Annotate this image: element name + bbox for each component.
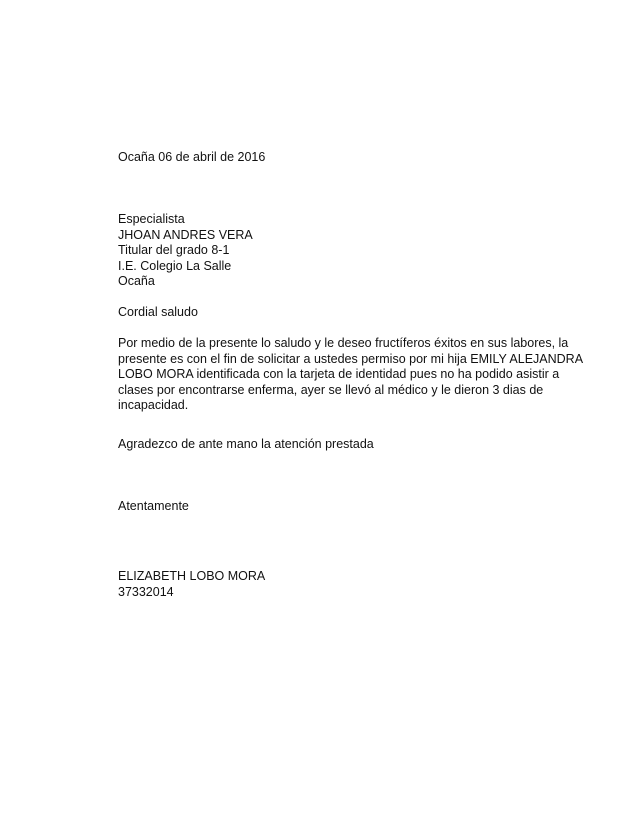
body-line: clases por encontrarse enferma, ayer se llevó al médico y le dieron 3 dias de — [118, 382, 544, 397]
body-line: incapacidad. — [118, 398, 189, 412]
body-line: Por medio de la presente lo saludo y le deseo fructíferos éxitos en sus labores, la — [118, 336, 569, 350]
letter-body — [118, 336, 584, 414]
addressee-name: JHOAN ANDRES VERA — [118, 227, 253, 242]
signature-id: 37332014 — [118, 584, 174, 599]
thanks-text: Agradezco de ante mano la atención prestada — [118, 437, 374, 451]
thanks-block — [118, 437, 558, 453]
letter-date-block — [118, 150, 558, 166]
signature-name: ELIZABETH LOBO MORA — [118, 569, 266, 583]
signature-block — [118, 569, 558, 600]
greeting-text: Cordial saludo — [118, 305, 198, 319]
letter-date: Ocaña 06 de abril de 2016 — [118, 150, 266, 164]
closing-text: Atentamente — [118, 499, 189, 513]
greeting-block — [118, 305, 558, 321]
addressee-institution: I.E. Colegio La Salle — [118, 258, 232, 273]
closing-block — [118, 499, 558, 515]
body-line: LOBO MORA identificada con la tarjeta de identidad pues no ha podido asistir a — [118, 367, 560, 381]
addressee-title: Especialista — [118, 212, 185, 226]
addressee-role: Titular del grado 8-1 — [118, 243, 230, 257]
addressee-block — [118, 212, 558, 290]
addressee-city: Ocaña — [118, 274, 155, 288]
body-line: presente es con el fin de solicitar a ustedes permiso por mi hija EMILY ALEJANDRA — [118, 351, 584, 366]
